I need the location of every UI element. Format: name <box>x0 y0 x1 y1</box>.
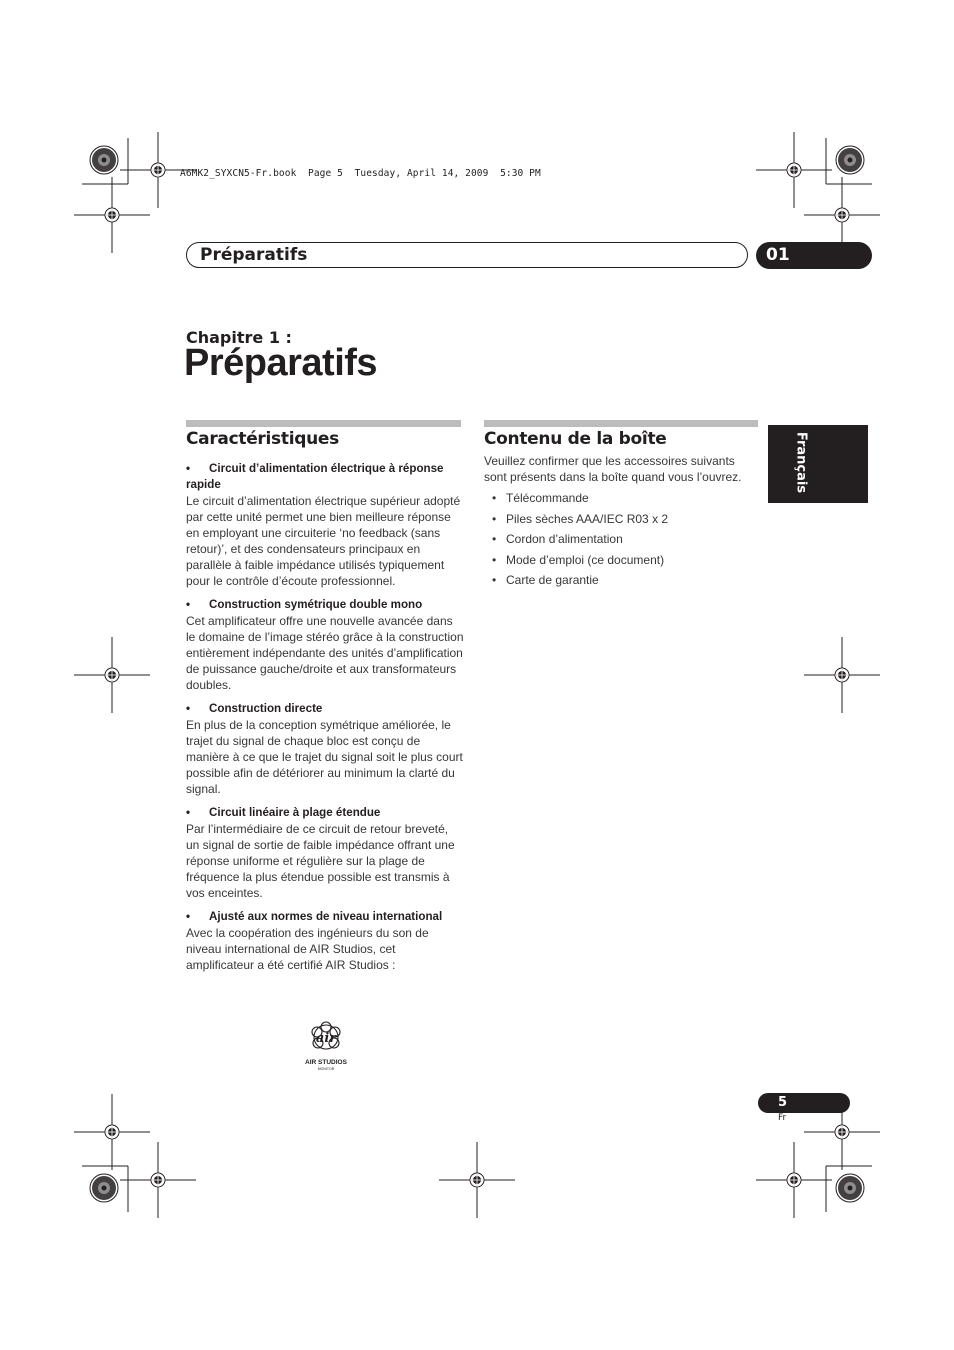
features-column <box>186 461 464 981</box>
crosshair-icon <box>439 1142 515 1218</box>
crosshair-icon <box>756 132 832 208</box>
crosshair-icon <box>74 637 150 713</box>
feature-body: Avec la coopération des ingénieurs du son de niveau international de AIR Studios, cet amplificateur a été certifié AIR Studios : <box>186 926 429 972</box>
crosshair-icon <box>804 637 880 713</box>
chapter-label: Chapitre 1 : <box>186 328 292 347</box>
feature-title: • Circuit d’alimentation électrique à réponse rapide <box>186 462 444 491</box>
accessories-list <box>484 490 746 588</box>
list-item: • Cordon d’alimentation <box>484 531 746 547</box>
box-contents-intro: Veuillez confirmer que les accessoires suivants sont présents dans la boîte quand vous l’ouvrez. <box>484 454 742 484</box>
section-bar <box>484 420 758 427</box>
registration-star-icon <box>90 146 118 174</box>
page-number-badge: 5 <box>758 1093 850 1113</box>
registration-star-icon <box>836 146 864 174</box>
section-heading-box-contents: Contenu de la boîte <box>484 429 667 449</box>
list-item: • Mode d’emploi (ce document) <box>484 552 746 568</box>
crosshair-icon <box>120 1142 196 1218</box>
list-item: • Piles sèches AAA/IEC R03 x 2 <box>484 511 746 527</box>
registration-star-icon <box>836 1174 864 1202</box>
feature-title: • Ajusté aux normes de niveau international <box>186 910 443 923</box>
crosshair-icon <box>74 1094 150 1170</box>
header-title: Préparatifs <box>200 245 308 265</box>
feature-item <box>186 701 464 797</box>
feature-item <box>186 909 464 973</box>
registration-star-icon <box>90 1174 118 1202</box>
list-item: • Télécommande <box>484 490 746 506</box>
air-studios-logo <box>298 1020 354 1072</box>
feature-title: • Construction directe <box>186 702 323 715</box>
file-info: A6MK2_SYXCN5-Fr.book Page 5 Tuesday, April 14, 2009 5:30 PM <box>180 168 541 179</box>
list-item: • Carte de garantie <box>484 572 746 588</box>
section-bar <box>186 420 461 427</box>
feature-title: • Construction symétrique double mono <box>186 598 423 611</box>
feature-body: En plus de la conception symétrique améliorée, le trajet du signal de chaque bloc est conçu de manière à ce que le trajet du signal soit le plus court possible afin de détériorer au minimum la clarté du signal. <box>186 718 463 796</box>
feature-title: • Circuit linéaire à plage étendue <box>186 806 381 819</box>
feature-item <box>186 597 464 693</box>
page-language-code: Fr <box>778 1113 787 1123</box>
box-contents-column <box>484 453 746 593</box>
svg-text:AIR STUDIOS: AIR STUDIOS <box>305 1059 347 1066</box>
svg-text:MONITOR: MONITOR <box>317 1067 335 1071</box>
svg-text:air: air <box>315 1031 337 1046</box>
air-studios-logo-icon <box>298 1020 354 1072</box>
language-tab-label: Français <box>793 431 809 494</box>
feature-body: Par l’intermédiaire de ce circuit de retour breveté, un signal de sortie de faible impédance offrant une réponse uniforme et régulière sur la plage de fréquence la plus étendue possible est transmis à vos enceintes. <box>186 822 455 900</box>
chapter-title: Préparatifs <box>184 342 378 384</box>
feature-body: Cet amplificateur offre une nouvelle avancée dans le domaine de l’image stéréo grâce à la construction entièrement indépendante des unités d’amplification de puissance gauche/droite et aux transformateurs doubles. <box>186 614 464 692</box>
feature-body: Le circuit d’alimentation électrique supérieur adopté par cette unité permet une bien meilleure réponse en employant une circuiterie ‘no feedback (sans retour)’, et des condensateurs principaux en parallèle à faible impédance utilisés typiquement pour le contrôle d’écoute professionnel. <box>186 494 461 588</box>
crosshair-icon <box>74 177 150 253</box>
feature-item <box>186 805 464 901</box>
language-tab <box>768 425 868 503</box>
feature-item <box>186 461 464 589</box>
crosshair-icon <box>756 1142 832 1218</box>
section-heading-features: Caractéristiques <box>186 429 339 449</box>
chapter-number-badge: 01 <box>756 242 872 269</box>
